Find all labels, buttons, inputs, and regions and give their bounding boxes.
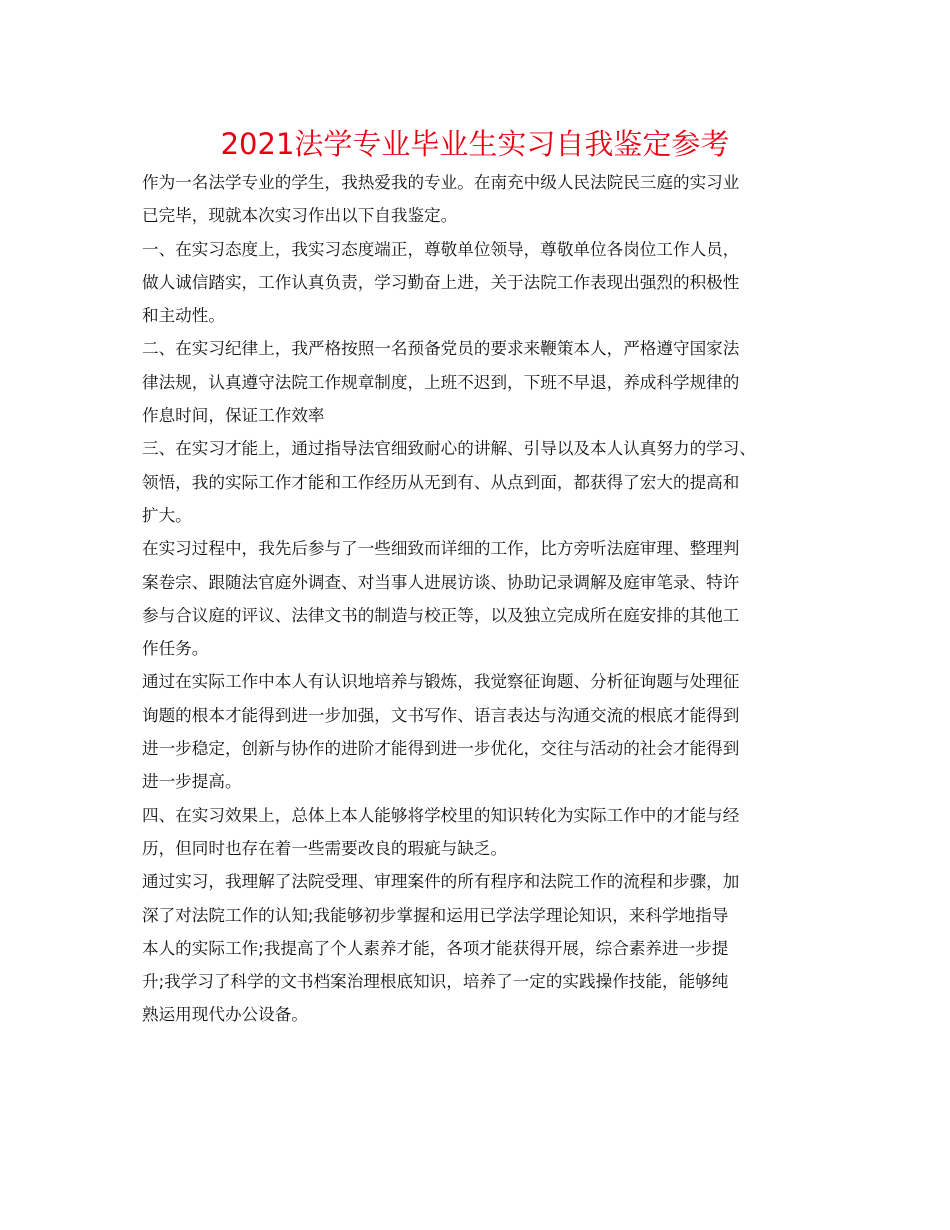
text-line: 领悟，我的实际工作才能和工作经历从无到有、从点到面，都获得了宏大的提高和 xyxy=(142,472,740,492)
text-line: 询题的根本才能得到进一步加强，文书写作、语言表达与沟通交流的根底才能得到 xyxy=(142,705,740,725)
text-line: 作任务。 xyxy=(142,639,209,659)
text-line: 参与合议庭的评议、法律文书的制造与校正等，以及独立完成所在庭安排的其他工 xyxy=(142,605,740,625)
text-line: 扩大。 xyxy=(142,505,192,525)
text-line: 历，但同时也存在着一些需要改良的瑕疵与缺乏。 xyxy=(142,838,508,858)
page-title: 2021法学专业毕业生实习自我鉴定参考 xyxy=(220,127,730,161)
text-line: 和主动性。 xyxy=(142,306,225,326)
text-line: 升;我学习了科学的文书档案治理根底知识，培养了一定的实践操作技能，能够纯 xyxy=(142,972,729,992)
text-line: 做人诚信踏实，工作认真负责，学习勤奋上进，关于法院工作表现出强烈的积极性 xyxy=(142,272,740,292)
text-line: 熟运用现代办公设备。 xyxy=(142,1005,308,1025)
text-line: 进一步稳定，创新与协作的进阶才能得到进一步优化，交往与活动的社会才能得到 xyxy=(142,739,740,759)
text-line: 深了对法院工作的认知;我能够初步掌握和运用已学法学理论知识，来科学地指导 xyxy=(142,905,729,925)
text-line: 三、在实习才能上，通过指导法官细致耐心的讲解、引导以及本人认真努力的学习、 xyxy=(142,439,756,459)
text-line: 本人的实际工作;我提高了个人素养才能，各项才能获得开展，综合素养进一步提 xyxy=(142,938,729,958)
text-line: 作为一名法学专业的学生，我热爱我的专业。在南充中级人民法院民三庭的实习业 xyxy=(142,173,740,192)
text-line: 在实习过程中，我先后参与了一些细致而详细的工作，比方旁听法庭审理、整理判 xyxy=(142,539,740,559)
text-line: 四、在实习效果上，总体上本人能够将学校里的知识转化为实际工作中的才能与经 xyxy=(142,805,740,825)
document-body xyxy=(142,166,822,1032)
text-line: 进一步提高。 xyxy=(142,772,242,792)
text-line: 已完毕，现就本次实习作出以下自我鉴定。 xyxy=(142,206,458,226)
text-line: 通过在实际工作中本人有认识地培养与锻炼，我觉察征询题、分析征询题与处理征 xyxy=(142,672,740,692)
text-line: 通过实习，我理解了法院受理、审理案件的所有程序和法院工作的流程和步骤，加 xyxy=(142,872,740,892)
text-line: 律法规，认真遵守法院工作规章制度，上班不迟到，下班不早退，养成科学规律的 xyxy=(142,372,740,392)
text-line: 作息时间，保证工作效率 xyxy=(142,406,325,426)
text-line: 二、在实习纪律上，我严格按照一名预备党员的要求来鞭策本人，严格遵守国家法 xyxy=(142,339,740,359)
text-line: 案卷宗、跟随法官庭外调查、对当事人进展访谈、协助记录调解及庭审笔录、特许 xyxy=(142,572,740,592)
text-line: 一、在实习态度上，我实习态度端正，尊敬单位领导，尊敬单位各岗位工作人员， xyxy=(142,239,740,259)
